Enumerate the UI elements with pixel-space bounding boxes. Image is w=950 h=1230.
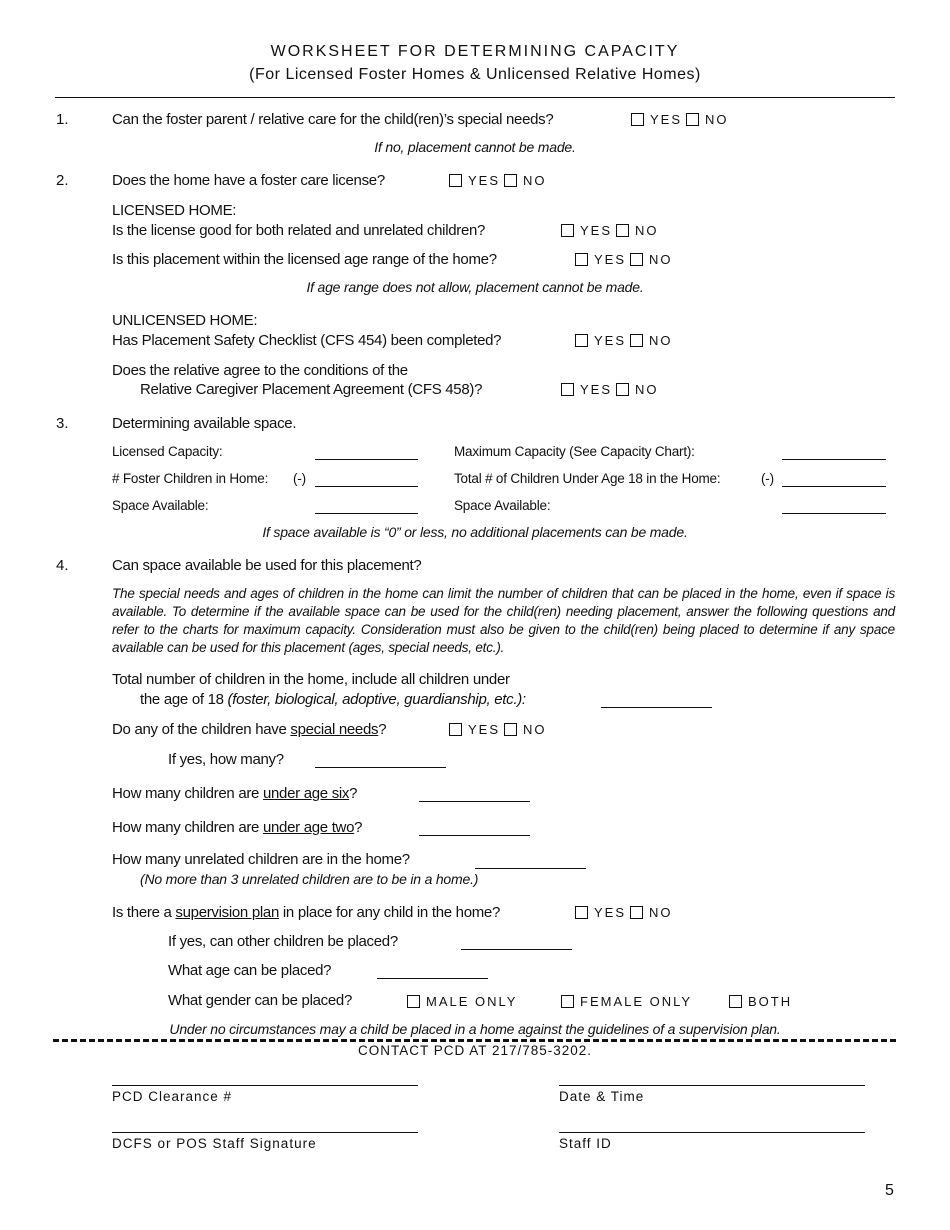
- section-3-number: 3.: [56, 415, 69, 432]
- pcd-clearance-field[interactable]: [112, 1085, 418, 1086]
- unrelated-note: (No more than 3 unrelated children are to be in a home.): [140, 871, 479, 887]
- date-time-field[interactable]: [559, 1085, 865, 1086]
- under-six-question: How many children are under age six?: [112, 785, 358, 802]
- total-children-question-line1: Total number of children in the home, include all children under: [112, 671, 510, 688]
- special-needs-children-question: Do any of the children have special needs?: [112, 721, 387, 738]
- female-only-checkbox[interactable]: [561, 995, 574, 1008]
- yes-checkbox[interactable]: [561, 383, 574, 396]
- both-option[interactable]: BOTH: [729, 994, 792, 1009]
- pcd-clearance-label: PCD Clearance #: [112, 1089, 233, 1104]
- caregiver-agreement-question-line1: Does the relative agree to the conditions of the: [112, 362, 408, 379]
- what-age-question: What age can be placed?: [168, 962, 332, 979]
- other-children-question: If yes, can other children be placed?: [168, 933, 398, 950]
- how-many-field[interactable]: [315, 767, 446, 768]
- space-use-heading: Can space available be used for this placement?: [112, 557, 422, 574]
- age-range-question: Is this placement within the licensed age range of the home?: [112, 251, 497, 268]
- instructions-paragraph: The special needs and ages of children in the home can limit the number of children that can be placed in the home, even if space is available. To determine if the available space can be used for the child(ren) needing placement, answer the following questions and refer to the charts for maximum capacity. Consideration must also be given to the child(ren) being placed to determine if any space available can be used for this placement (ages, special needs, etc.).: [112, 586, 895, 655]
- caregiver-agreement-question-line2: Relative Caregiver Placement Agreement (CFS 458)?: [140, 381, 483, 398]
- foster-children-field[interactable]: [315, 486, 418, 487]
- yes-no-group: YES NO: [631, 112, 729, 127]
- yes-no-group: YES NO: [575, 252, 673, 267]
- yes-checkbox[interactable]: [449, 174, 462, 187]
- total-children-field[interactable]: [782, 486, 886, 487]
- contact-pcd: CONTACT PCD AT 217/785-3202.: [357, 1043, 593, 1058]
- female-only-option[interactable]: FEMALE ONLY: [561, 994, 692, 1009]
- no-checkbox[interactable]: [504, 723, 517, 736]
- total-children-question-line2: the age of 18 (foster, biological, adoptive, guardianship, etc.):: [140, 691, 526, 708]
- license-related-question: Is the license good for both related and unrelated children?: [112, 222, 486, 239]
- max-capacity-field[interactable]: [782, 459, 886, 460]
- total-children-field[interactable]: [601, 707, 712, 708]
- total-children-label: Total # of Children Under Age 18 in the Home:: [454, 471, 721, 486]
- supervision-plan-question: Is there a supervision plan in place for any child in the home?: [112, 904, 501, 921]
- no-checkbox[interactable]: [686, 113, 699, 126]
- space-available-field[interactable]: [782, 513, 886, 514]
- space-available-label: Space Available:: [454, 498, 551, 513]
- yes-no-group: YES NO: [449, 173, 547, 188]
- licensed-capacity-label: Licensed Capacity:: [112, 444, 223, 459]
- no-checkbox[interactable]: [616, 383, 629, 396]
- yes-checkbox[interactable]: [575, 334, 588, 347]
- form-title: WORKSHEET FOR DETERMINING CAPACITY: [270, 43, 680, 60]
- licensed-capacity-field[interactable]: [315, 459, 418, 460]
- no-checkbox[interactable]: [630, 334, 643, 347]
- what-gender-question: What gender can be placed?: [168, 992, 352, 1009]
- max-capacity-label: Maximum Capacity (See Capacity Chart):: [454, 444, 695, 459]
- available-space-heading: Determining available space.: [112, 415, 297, 432]
- no-checkbox[interactable]: [504, 174, 517, 187]
- under-six-field[interactable]: [419, 801, 530, 802]
- section-2-number: 2.: [56, 172, 69, 189]
- unlicensed-home-heading: UNLICENSED HOME:: [112, 312, 258, 329]
- yes-no-group: YES NO: [575, 905, 673, 920]
- license-question: Does the home have a foster care license?: [112, 172, 385, 189]
- space-note: If space available is “0” or less, no additional placements can be made.: [262, 524, 688, 540]
- male-only-option[interactable]: MALE ONLY: [407, 994, 517, 1009]
- date-time-label: Date & Time: [559, 1089, 645, 1104]
- what-age-field[interactable]: [377, 978, 488, 979]
- yes-checkbox[interactable]: [631, 113, 644, 126]
- both-checkbox[interactable]: [729, 995, 742, 1008]
- special-needs-question: Can the foster parent / relative care for the child(ren)’s special needs?: [112, 111, 554, 128]
- no-checkbox[interactable]: [630, 906, 643, 919]
- space-available-label: Space Available:: [112, 498, 209, 513]
- licensed-home-heading: LICENSED HOME:: [112, 202, 237, 219]
- no-checkbox[interactable]: [616, 224, 629, 237]
- yes-checkbox[interactable]: [575, 253, 588, 266]
- yes-no-group: YES NO: [561, 382, 659, 397]
- yes-no-group: YES NO: [575, 333, 673, 348]
- age-range-note: If age range does not allow, placement cannot be made.: [306, 279, 644, 295]
- placement-note: If no, placement cannot be made.: [374, 139, 576, 155]
- section-4-number: 4.: [56, 557, 69, 574]
- no-checkbox[interactable]: [630, 253, 643, 266]
- yes-checkbox[interactable]: [561, 224, 574, 237]
- minus-sign: (-): [761, 471, 774, 486]
- space-available-field[interactable]: [315, 513, 418, 514]
- male-only-checkbox[interactable]: [407, 995, 420, 1008]
- header-divider: [55, 97, 895, 98]
- minus-sign: (-): [293, 471, 306, 486]
- dashed-divider: [53, 1039, 896, 1042]
- unrelated-children-field[interactable]: [475, 868, 586, 869]
- unrelated-children-question: How many unrelated children are in the home?: [112, 851, 410, 868]
- supervision-note: Under no circumstances may a child be placed in a home against the guidelines of a supervision plan.: [169, 1021, 781, 1037]
- yes-checkbox[interactable]: [575, 906, 588, 919]
- safety-checklist-question: Has Placement Safety Checklist (CFS 454) been completed?: [112, 332, 502, 349]
- other-children-field[interactable]: [461, 949, 572, 950]
- under-two-question: How many children are under age two?: [112, 819, 363, 836]
- yes-no-group: YES NO: [449, 722, 547, 737]
- foster-children-label: # Foster Children in Home:: [112, 471, 269, 486]
- staff-id-label: Staff ID: [559, 1136, 612, 1151]
- staff-signature-label: DCFS or POS Staff Signature: [112, 1136, 317, 1151]
- yes-checkbox[interactable]: [449, 723, 462, 736]
- section-1-number: 1.: [56, 111, 69, 128]
- staff-id-field[interactable]: [559, 1132, 865, 1133]
- page-number: 5: [885, 1182, 894, 1199]
- how-many-label: If yes, how many?: [168, 751, 284, 768]
- staff-signature-field[interactable]: [112, 1132, 418, 1133]
- yes-no-group: YES NO: [561, 223, 659, 238]
- form-subtitle: (For Licensed Foster Homes & Unlicensed Relative Homes): [249, 66, 701, 83]
- under-two-field[interactable]: [419, 835, 530, 836]
